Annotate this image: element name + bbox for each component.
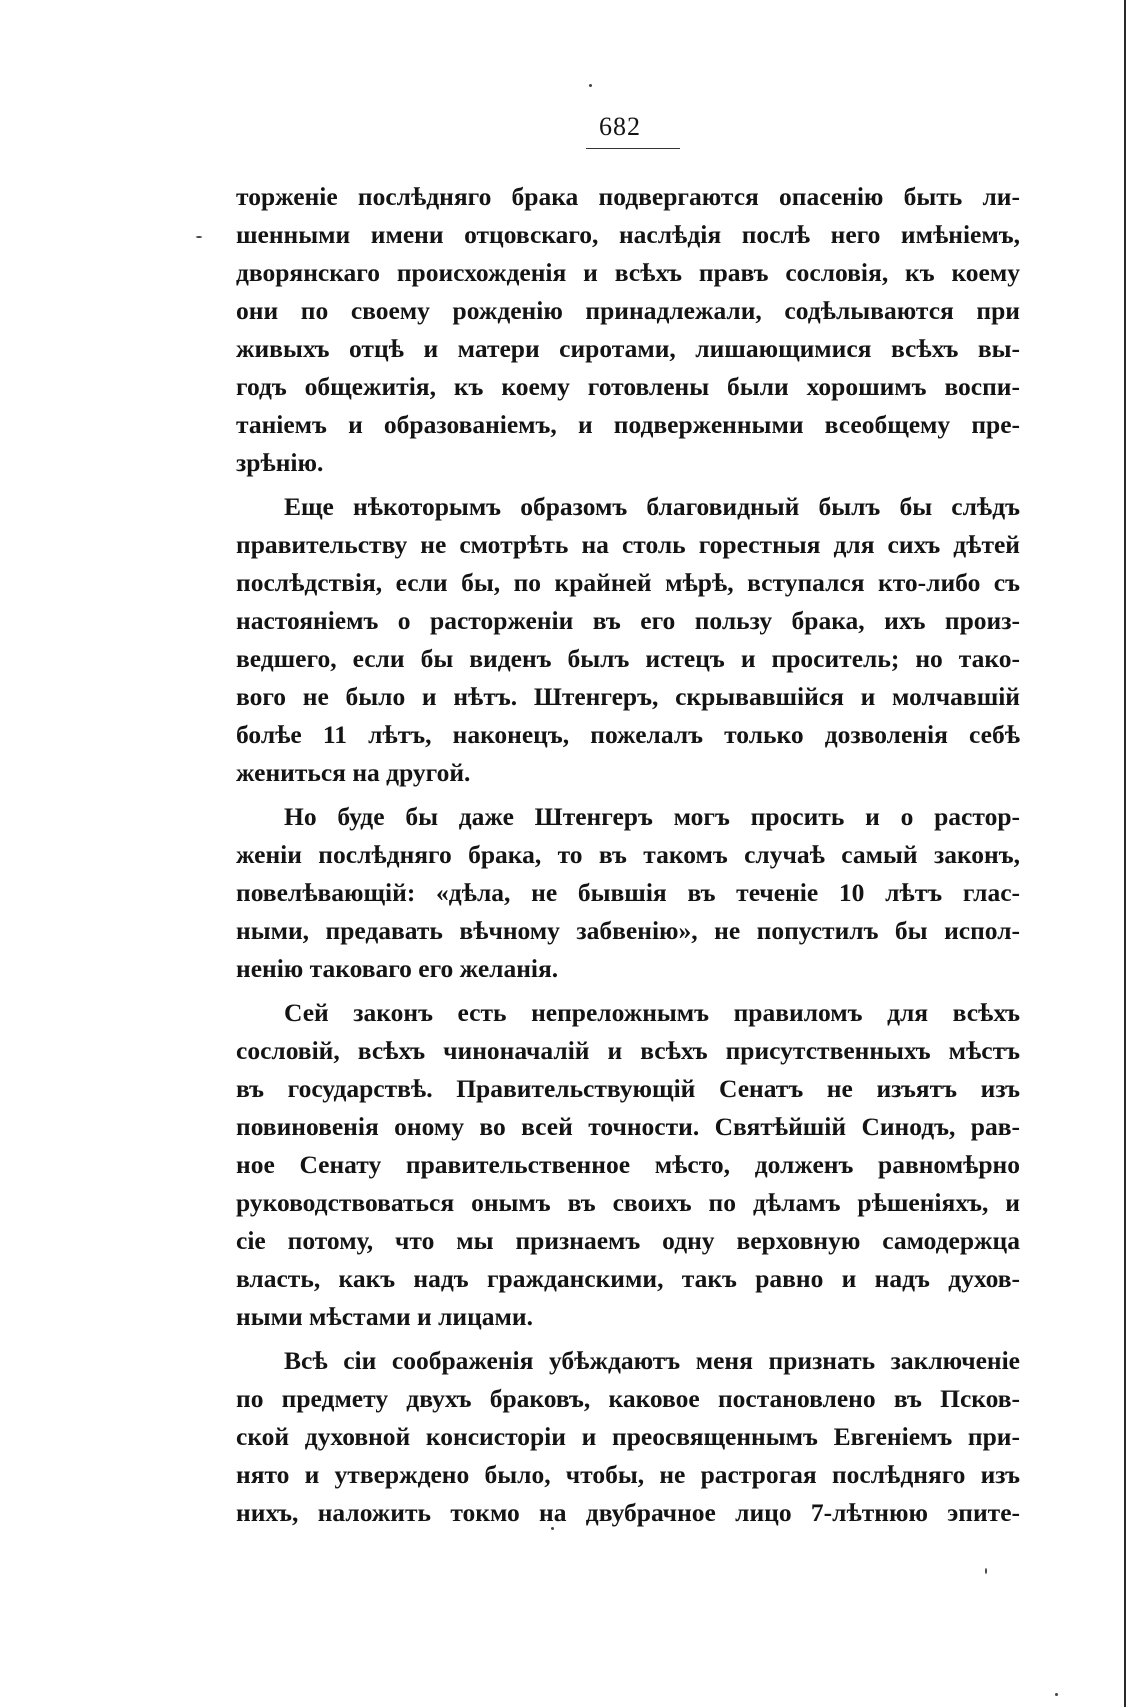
text-line: болѣе 11 лѣтъ, наконецъ, пожелалъ только дозволенія себѣ <box>236 720 1020 749</box>
text-line: ное Сенату правительственное мѣсто, долженъ равномѣрно <box>236 1150 1020 1179</box>
text-line: годъ общежитія, къ коему готовлены были хорошимъ воспи- <box>236 372 1020 401</box>
text-line: ской духовной консисторіи и преосвященнымъ Евгеніемъ при- <box>236 1422 1020 1451</box>
text-line: правительству не смотрѣть на столь горестныя для сихъ дѣтей <box>236 530 1020 559</box>
text-line: ведшего, если бы виденъ былъ истецъ и проситель; но тако- <box>236 644 1020 673</box>
text-line: шенными имени отцовскаго, наслѣдія послѣ него имѣніемъ, <box>236 220 1020 249</box>
text-line: дворянскаго происхожденія и всѣхъ правъ сословія, къ коему <box>236 258 1020 287</box>
page-number-rule <box>586 148 680 149</box>
scan-speck <box>551 1527 554 1530</box>
paragraph <box>236 178 1020 482</box>
text-line: ненію таковаго его желанія. <box>236 954 559 983</box>
scan-speck <box>589 84 592 87</box>
paragraph <box>236 488 1020 792</box>
text-line: ными мѣстами и лицами. <box>236 1302 533 1331</box>
page-edge-rule <box>1124 0 1126 1707</box>
text-line: нято и утверждено было, чтобы, не растрогая послѣдняго изъ <box>236 1460 1020 1489</box>
text-line: зрѣнію. <box>236 448 324 477</box>
text-line: женіи послѣдняго брака, то въ такомъ случаѣ самый законъ, <box>236 840 1020 869</box>
text-line: сіе потому, что мы признаемъ одну верховную самодержца <box>236 1226 1020 1255</box>
scan-speck <box>1055 1693 1058 1696</box>
text-line: по предмету двухъ браковъ, каковое постановлено въ Псков- <box>236 1384 1020 1413</box>
text-line: жениться на другой. <box>236 758 471 787</box>
page-number: 682 <box>599 112 641 141</box>
text-line: Всѣ сіи соображенія убѣждаютъ меня признать заключеніе <box>284 1346 1020 1375</box>
paragraph <box>236 1342 1020 1532</box>
text-line: повелѣвающій: «дѣла, не бывшія въ теченіе 10 лѣтъ глас- <box>236 878 1020 907</box>
text-line: Еще нѣкоторымъ образомъ благовидный былъ бы слѣдъ <box>284 492 1020 521</box>
text-line: настояніемъ о расторженіи въ его пользу брака, ихъ произ- <box>236 606 1020 635</box>
text-line: сословій, всѣхъ чиноначалій и всѣхъ присутственныхъ мѣстъ <box>236 1036 1020 1065</box>
text-line: таніемъ и образованіемъ, и подверженными всеобщему пре- <box>236 410 1020 439</box>
text-line: они по своему рожденію принадлежали, содѣлываются при <box>236 296 1020 325</box>
text-line: торженіе послѣдняго брака подвергаются опасенію быть ли- <box>236 182 1020 211</box>
text-line: власть, какъ надъ гражданскими, такъ равно и надъ духов- <box>236 1264 1020 1293</box>
scan-speck <box>196 236 202 238</box>
text-line: повиновенія оному во всей точности. Святѣйшій Синодъ, рав- <box>236 1112 1020 1141</box>
text-line: послѣдствія, если бы, по крайней мѣрѣ, вступался кто-либо съ <box>236 568 1020 597</box>
text-line: Но буде бы даже Штенгеръ могъ просить и о растор- <box>284 802 1020 831</box>
text-line: живыхъ отцѣ и матери сиротами, лишающимися всѣхъ вы- <box>236 334 1020 363</box>
body-text <box>236 178 1020 1532</box>
scan-speck <box>985 1568 987 1574</box>
text-line: въ государствѣ. Правительствующій Сенатъ не изъятъ изъ <box>236 1074 1020 1103</box>
paragraph <box>236 994 1020 1336</box>
text-line: ными, предавать вѣчному забвенію», не попустилъ бы испол- <box>236 916 1020 945</box>
text-line: нихъ, наложить токмо на двубрачное лицо 7-лѣтнюю эпите- <box>236 1498 1020 1527</box>
text-line: руководствоваться онымъ въ своихъ по дѣламъ рѣшеніяхъ, и <box>236 1188 1020 1217</box>
paragraph <box>236 798 1020 988</box>
text-line: Сей законъ есть непреложнымъ правиломъ для всѣхъ <box>284 998 1020 1027</box>
text-line: вого не было и нѣтъ. Штенгеръ, скрывавшійся и молчавшій <box>236 682 1020 711</box>
